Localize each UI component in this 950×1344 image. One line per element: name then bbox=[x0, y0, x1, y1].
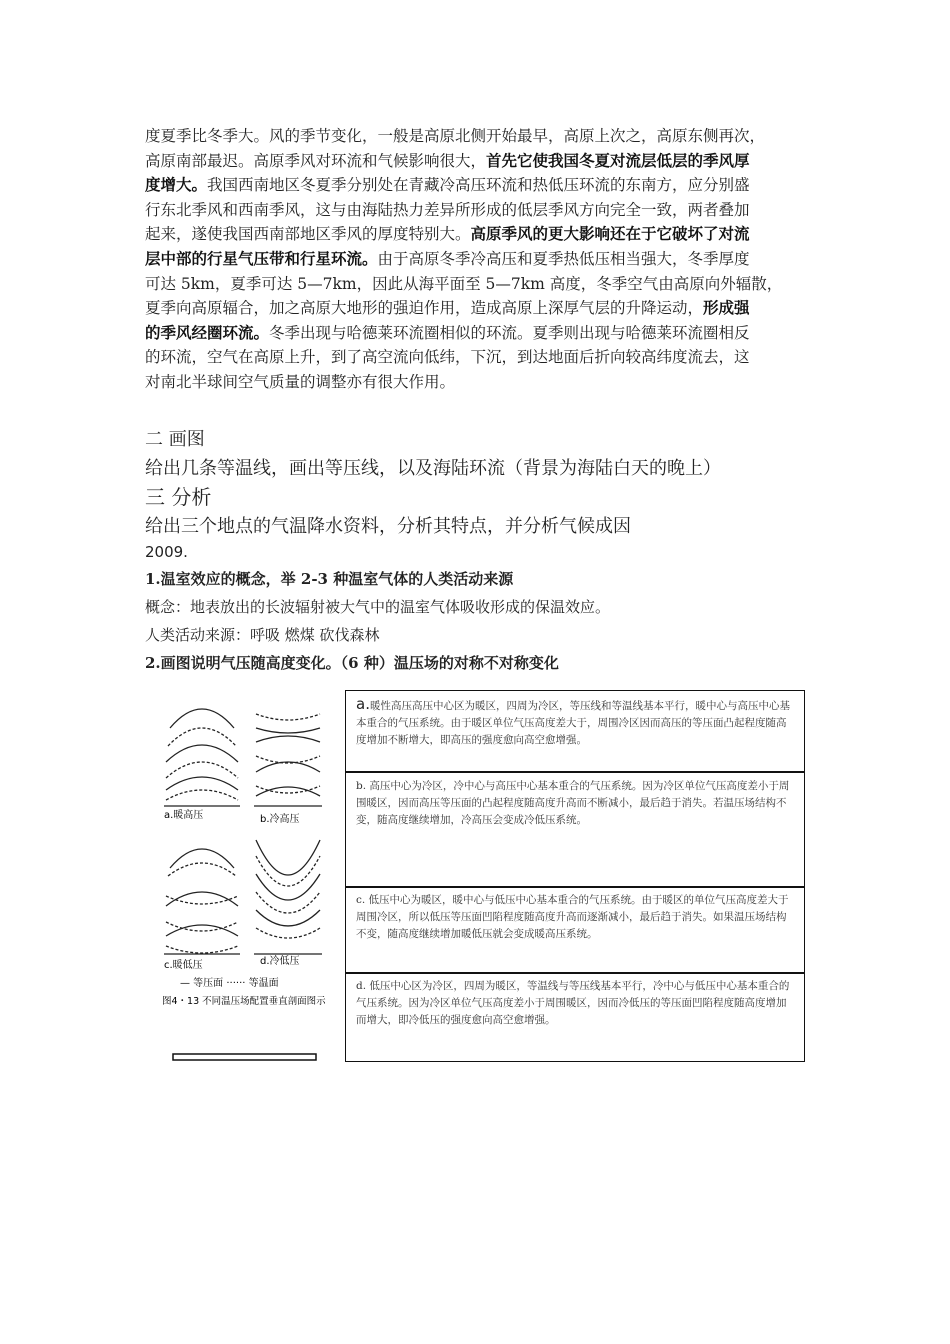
panel-a-label: a.暖高压 bbox=[164, 810, 204, 821]
question1-concept: 概念：地表放出的长波辐射被大气中的温室气体吸收形成的保温效应。 bbox=[145, 598, 611, 616]
panel-a-warm-high bbox=[164, 709, 240, 806]
para-line-3: 我国西南地区冬夏季分别处在青藏冷高压环流和热低压环流的东南方，应分别盛 bbox=[207, 176, 750, 195]
question1-title: 1.温室效应的概念，举 2-3 种温室气体的人类活动来源 bbox=[145, 570, 514, 588]
figure-legend: — 等压面 ······ 等温面 bbox=[180, 978, 279, 989]
para-line-1: 度夏季比冬季大。风的季节变化，一般是高原北侧开始最早，高原上次之，高原东侧再次， bbox=[145, 127, 766, 145]
explanation-boxes bbox=[345, 690, 805, 1062]
para-line-5: 起来，遂使我国西南部地区季风的厚度特别大。 bbox=[145, 225, 471, 244]
box-a bbox=[345, 690, 805, 772]
box-c-text: c. 低压中心为暖区，暖中心与低压中心基本重合的气压系统。由于暖区的单位气压高度差大于周围冷区，所以低压等压面凹陷程度随高度升高而逐渐减小，最后趋于消失。如果温压场结构不变，随高度继续增加暖低压就会变成暖高压系统。 bbox=[356, 894, 789, 940]
panel-b-label: b.冷高压 bbox=[260, 814, 300, 825]
pressure-temperature-figure bbox=[160, 690, 330, 1070]
para-emphasis-4: 层中部的行星气压带和行星环流。 bbox=[145, 248, 378, 268]
box-d-text: d. 低压中心区为冷区，四周为暖区，等温线与等压线基本平行，冷中心与低压中心基本重合的气压系统。因为冷区单位气压高度差小于周围暖区，因而冷低压的等压面凹陷程度随高度增加而增大，即冷低压的强度愈向高空愈增强。 bbox=[356, 980, 790, 1026]
section3-title: 三 分析 bbox=[145, 485, 212, 509]
figure-bar bbox=[173, 1054, 316, 1060]
section2-title: 二 画图 bbox=[145, 429, 205, 450]
para-line-8: 夏季向高原辐合，加之高原大地形的强迫作用，造成高原上深厚气层的升降运动， bbox=[145, 299, 704, 318]
box-b-text: b. 高压中心为冷区，冷中心与高压中心基本重合的气压系统。因为冷区单位气压高度差小于周围暖区，因而高压等压面的凸起程度随高度升高而不断减小，最后趋于消失。若温压场结构不变，随高度继续增加，冷高压会变成冷低压系统。 bbox=[356, 780, 790, 826]
panel-c-label: c.暖低压 bbox=[164, 960, 203, 971]
para-emphasis-6: 的季风经圈环流。 bbox=[145, 322, 270, 342]
box-c bbox=[345, 886, 805, 974]
para-line-11: 对南北半球间空气质量的调整亦有很大作用。 bbox=[145, 372, 456, 391]
para-emphasis-3: 高原季风的更大影响还在于它破坏了对流 bbox=[470, 224, 750, 244]
para-emphasis-2: 度增大。 bbox=[145, 175, 208, 195]
box-a-lead: a. bbox=[356, 695, 370, 713]
box-b bbox=[345, 772, 805, 888]
panel-c-warm-low bbox=[164, 849, 240, 954]
para-line-6: 由于高原冬季冷高压和夏季热低压相当强大，冬季厚度 bbox=[377, 249, 750, 268]
para-line-9: 冬季出现与哈德莱环流圈相似的环流。夏季则出现与哈德莱环流圈相反 bbox=[269, 323, 750, 342]
para-emphasis-5: 形成强 bbox=[703, 298, 750, 318]
section3-text: 给出三个地点的气温降水资料，分析其特点，并分析气候成因 bbox=[145, 516, 631, 537]
panel-d-cold-low bbox=[254, 840, 322, 954]
panel-b-cold-high bbox=[254, 714, 322, 806]
para-emphasis-1: 首先它使我国冬夏对流层低层的季风厚 bbox=[486, 150, 750, 170]
box-a-text: 暖性高压高压中心区为暖区，四周为冷区，等压线和等温线基本平行，暖中心与高压中心基本重合的气压系统。由于暖区单位气压高度差大于，周围冷区因而高压的等压面凸起程度随高度增加不断增大，即高压的强度愈向高空愈增强。 bbox=[356, 700, 790, 746]
question2-title: 2.画图说明气压随高度变化。（6 种）温压场的对称不对称变化 bbox=[145, 654, 559, 672]
year-heading: 2009. bbox=[145, 543, 188, 561]
para-line-7: 可达 5km，夏季可达 5—7km，因此从海平面至 5—7km 高度，冬季空气由高原向外辐散， bbox=[145, 274, 783, 293]
paragraph bbox=[145, 124, 810, 395]
figure-caption: 图4・13 不同温压场配置垂直剖面图示 bbox=[162, 996, 326, 1007]
box-d bbox=[345, 972, 805, 1062]
section2-text: 给出几条等温线，画出等压线，以及海陆环流（背景为海陆白天的晚上） bbox=[145, 458, 721, 479]
para-line-4: 行东北季风和西南季风，这与由海陆热力差异所形成的低层季风方向完全一致，两者叠加 bbox=[145, 200, 750, 219]
para-line-10: 的环流，空气在高原上升，到了高空流向低纬，下沉，到达地面后折向较高纬度流去，这 bbox=[145, 348, 750, 367]
panel-d-label: d.冷低压 bbox=[260, 956, 300, 967]
question1-sources: 人类活动来源：呼吸 燃煤 砍伐森林 bbox=[145, 626, 380, 644]
para-line-2: 高原南部最迟。高原季风对环流和气候影响很大， bbox=[145, 151, 487, 170]
